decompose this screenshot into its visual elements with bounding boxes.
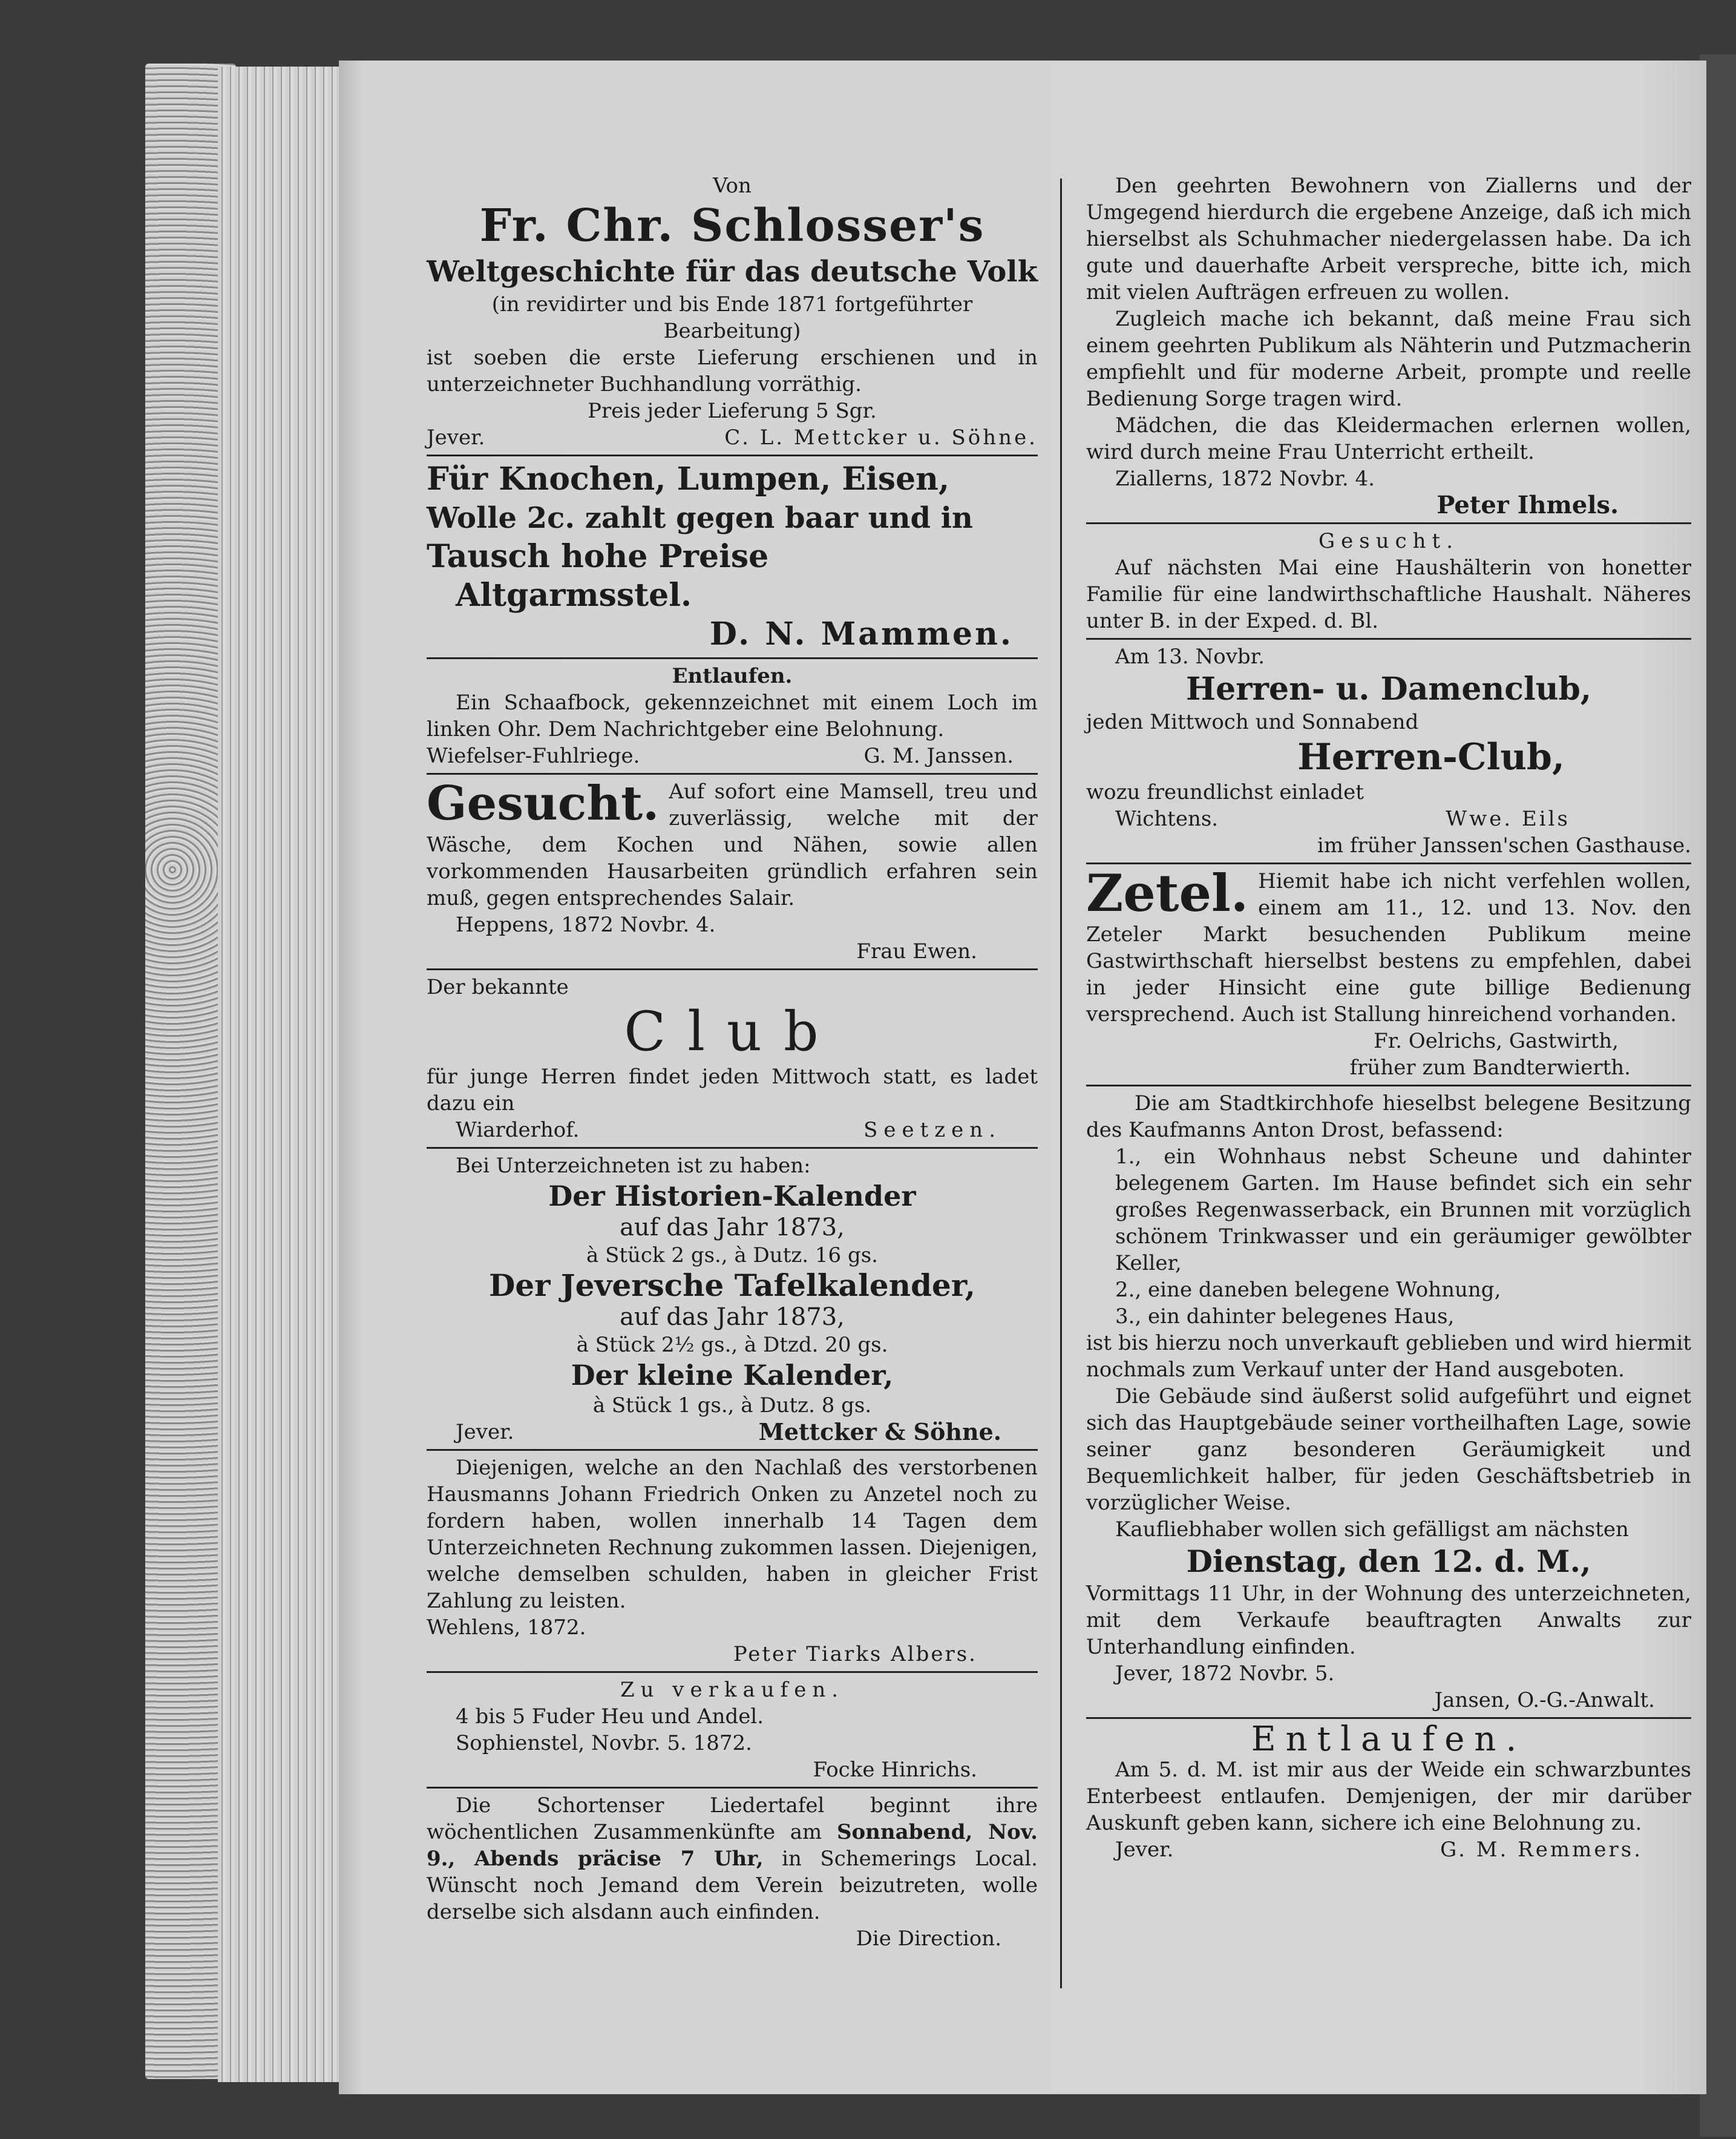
ad-nachlass-onken [427,1454,1038,1668]
ad-footer [427,1419,1038,1445]
kalender-1-year: auf das Jahr 1873, [620,1214,845,1241]
separator-rule [427,1147,1038,1149]
ad-signer: G. M. Janssen. [863,744,1014,768]
ad-gesucht-mamsell [427,778,1038,965]
column-divider [1060,179,1062,1988]
ad-line: Wolle 2c. zahlt gegen baar und in [427,501,973,535]
ad-title: Herren- u. Damenclub, [1186,671,1591,708]
separator-rule [1086,1717,1691,1719]
ad-date: Sophienstel, Novbr. 5. 1872. [456,1731,752,1755]
ad-besitzung-drost [1086,1090,1691,1714]
ad-paren: (in revidirter und bis Ende 1871 fortgeführter Bearbeitung) [491,292,973,343]
ad-footer [427,743,1038,769]
ad-zu-verkaufen [427,1677,1038,1783]
ad-place: Wiefelser-Fuhlriege. [427,744,640,768]
ad-body-a: Die Schortenser Liedertafel beginnt ihre wöchentlichen Zusammenkünfte am [427,1793,1038,1844]
ad-signer: Mettcker & Söhne. [758,1418,1001,1445]
ad-signer-2: im früher Janssen'schen Gasthause. [1317,833,1691,858]
separator-rule [1086,638,1691,640]
ad-title-2: Herren-Club, [1297,736,1565,778]
ad-body: Den geehrten Bewohnern von Ziallerns und der Umgegend hierdurch die ergebene Anzeige, daß ich mich hierselbst als Schuhmacher niedergelassen habe. Da ich gute und dauerhafte Arbeit verspreche, bitte ich, mich mit vielen Aufträgen erfreuen zu wollen. [1086,174,1691,304]
kalender-2-price: à Stück 2½ gs., à Dtzd. 20 gs. [576,1333,888,1357]
ad-signer: Fr. Oelrichs, Gastwirth, [1374,1029,1619,1053]
ad-date-big: Dienstag, den 12. d. M., [1186,1543,1591,1579]
ad-footer [427,1117,1038,1143]
ad-line: Tausch hohe Preise [427,538,769,575]
ad-body: 4 bis 5 Fuder Heu und Andel. [456,1704,764,1729]
separator-rule [1086,522,1691,524]
ad-sub: jeden Mittwoch und Sonnabend [1086,710,1419,734]
ad-body [427,1792,1038,1925]
ad-signer: D. N. Mammen. [709,616,1014,652]
ad-signer: Jansen, O.-G.-Anwalt. [1434,1688,1655,1712]
ad-footer [1086,1836,1691,1863]
ad-herrenclub [1086,643,1691,859]
ad-body: Die Gebäude sind äußerst solid aufgeführt und eignet sich das Hauptgebäude seiner vortheilhaften Lage, sowie seiner ganz besonderen Geräumigkeit und Bequemlichkeit halber, für jeden Geschäftsbetrieb in vorzüglicher Weise. [1086,1384,1691,1515]
ad-body: ist soeben die erste Lieferung erschienen und in unterzeichneter Buchhandlung vorräthig. [427,346,1038,396]
ad-signer-2: früher zum Bandterwierth. [1349,1056,1631,1080]
ad-signer: Frau Ewen. [856,939,977,964]
left-column [427,106,1038,1952]
ad-zetel [1086,863,1691,1081]
ad-gesucht-haushaelterin [1086,528,1691,634]
ad-signer: C. L. Mettcker u. Söhne. [724,426,1038,450]
ad-head: Gesucht. [427,776,660,831]
ad-item: 3., ein dahinter belegenes Haus, [1115,1304,1455,1329]
ad-head: Zetel. [1086,863,1249,923]
ad-signer: Wwe. Eils [1446,807,1570,831]
separator-rule [427,1787,1038,1789]
ad-body: für junge Herren findet jeden Mittwoch statt, es ladet dazu ein [427,1065,1038,1116]
ad-entlaufen-schaafbock [427,663,1038,769]
ad-body: Auf nächsten Mai eine Haushälterin von honetter Familie für eine landwirthschaftliche Haushalt. Näheres unter B. in der Exped. d. Bl. [1086,556,1691,633]
ad-body: ist bis hierzu noch unverkauft geblieben und wird hiermit nochmals zum Verkauf unter der Hand ausgeboten. [1086,1331,1691,1382]
ad-knochen [427,460,1038,654]
separator-rule [427,1671,1038,1673]
separator-rule [427,1449,1038,1451]
separator-rule [427,773,1038,775]
ad-body: Mädchen, die das Kleidermachen erlernen wollen, wird durch meine Frau Unterricht ertheilt. [1086,413,1691,464]
ad-body: Ein Schaafbock, gekennzeichnet mit einem Loch im linken Ohr. Dem Nachrichtgeber eine Belohnung. [427,691,1038,741]
ad-head: Gesucht. [1318,529,1459,553]
separator-rule [427,455,1038,456]
ad-signer: Peter Tiarks Albers. [733,1642,977,1666]
ad-title: Fr. Chr. Schlosser's [479,200,985,252]
ad-head: Entlaufen. [672,664,793,688]
ad-item: 1., ein Wohnhaus nebst Scheune und dahinter belegenem Garten. Im Hause befindet sich ein sehr großes Regenwasserback, ein Brunnen mit vorzüglich schönem Trinkwasser und ein geräumiger gewölbter Keller, [1115,1145,1691,1275]
ad-signer: G. M. Remmers. [1440,1838,1643,1862]
ad-date: Ziallerns, 1872 Novbr. 4. [1115,467,1375,491]
ad-body: Am 5. d. M. ist mir aus der Weide ein schwarzbuntes Enterbeest entlaufen. Demjenigen, der mir darüber Auskunft geben kann, sichere ich eine Belohnung zu. [1086,1758,1691,1835]
kalender-2-title: Der Jeversche Tafelkalender, [489,1267,975,1303]
ad-place: Altgarmsstel. [456,577,692,614]
ad-body-b: Sonnabend, Nov. 9., Abends präcise 7 Uhr, [427,1820,1038,1871]
ad-place: Wiarderhof. [456,1118,580,1142]
ad-club [427,974,1038,1143]
separator-rule [427,657,1038,659]
ad-body: Auf sofort eine Mamsell, treu und zuverlässig, welche mit der Wäsche, dem Kochen und Nähen, sowie allen vorkommenden Hausarbeiten gründlich erfahren sein muß, gegen entsprechendes Salair. [427,780,1038,910]
ad-body: Kaufliebhaber wollen sich gefälligst am nächsten [1115,1517,1629,1542]
ad-body-c: in Schemerings Local. Wünscht noch Jemand dem Verein beizutreten, wolle derselbe sich alsdann auch einfinden. [427,1847,1038,1924]
kalender-1-price: à Stück 2 gs., à Dutz. 16 gs. [586,1243,878,1267]
ad-date: Am 13. Novbr. [1115,645,1265,669]
ad-invite: wozu freundlichst einladet [1086,780,1364,804]
separator-rule [1086,1085,1691,1086]
ad-body: Zugleich mache ich bekannt, daß meine Frau sich einem geehrten Publikum als Nähterin und Putzmacherin empfiehlt und für moderne Arbeit, prompte und reelle Bedienung Sorge tragen wird. [1086,307,1691,411]
ad-head: Entlaufen. [1251,1720,1527,1759]
ad-liedertafel [427,1792,1038,1952]
ad-head: Zu verkaufen. [620,1678,845,1702]
ad-place: Wichtens. [1115,807,1219,831]
kalender-3-title: Der kleine Kalender, [571,1359,894,1392]
separator-rule [427,968,1038,970]
ad-place: Jever. [456,1420,514,1444]
ad-body: Diejenigen, welche an den Nachlaß des verstorbenen Hausmanns Johann Friedrich Onken zu Anzetel noch zu fordern haben, wollen innerhalb 14 Tagen dem Unterzeichneten Rechnung zukommen lassen. Diejenigen, welche demselben schulden, haben in gleicher Frist Zahlung zu leisten. [427,1456,1038,1613]
ad-place: Jever. [427,426,485,450]
ad-date: Heppens, 1872 Novbr. 4. [456,913,716,937]
ad-footer [1086,806,1691,832]
ad-entlaufen-enterbeest [1086,1720,1691,1863]
ad-signer: Focke Hinrichs. [813,1758,977,1782]
ad-date: Jever, 1872 Novbr. 5. [1115,1661,1335,1686]
ad-body: Hiemit habe ich nicht verfehlen wollen, einem am 11., 12. und 13. Nov. den Zeteler Markt besuchenden Publikum meine Gastwirthschaft hierselbst bestens zu empfehlen, dabei in jeder Hinsicht eine gute billige Bedienung versprechend. Auch ist Stallung hinreichend vorhanden. [1086,869,1691,1027]
ad-title: Club [624,1000,840,1063]
ad-body: Vormittags 11 Uhr, in der Wohnung des unterzeichneten, mit dem Verkaufe beauftragten Anwalts zur Unterhandlung einfinden. [1086,1582,1691,1659]
ad-intro: Bei Unterzeichneten ist zu haben: [456,1154,811,1178]
ad-place: Jever. [1115,1838,1174,1862]
ad-signer: Die Direction. [856,1927,1001,1951]
ad-schuhmacher [1086,172,1691,519]
ad-price: Preis jeder Lieferung 5 Sgr. [588,399,877,423]
ad-kalender [427,1152,1038,1445]
right-column [1086,106,1691,1863]
kalender-1-title: Der Historien-Kalender [548,1180,916,1212]
ad-schlosser [427,172,1038,451]
ad-footer [427,424,1038,451]
ad-subtitle: Weltgeschichte für das deutsche Volk [427,255,1038,289]
ad-signer: Seetzen. [863,1118,1001,1142]
page-edges [218,67,357,2082]
ad-body: Die am Stadtkirchhofe hieselbst belegene Besitzung des Kaufmanns Anton Drost, befassend: [1086,1091,1691,1142]
ad-date: Wehlens, 1872. [427,1615,586,1640]
ad-signer: Peter Ihmels. [1436,491,1619,519]
ad-line: Für Knochen, Lumpen, Eisen, [427,461,950,498]
kalender-3-price: à Stück 1 gs., à Dutz. 8 gs. [592,1393,872,1418]
ad-intro: Der bekannte [427,975,569,999]
ad-item: 2., eine daneben belegene Wohnung, [1115,1278,1501,1302]
ad-von: Von [713,174,752,198]
kalender-2-year: auf das Jahr 1873, [620,1303,845,1331]
